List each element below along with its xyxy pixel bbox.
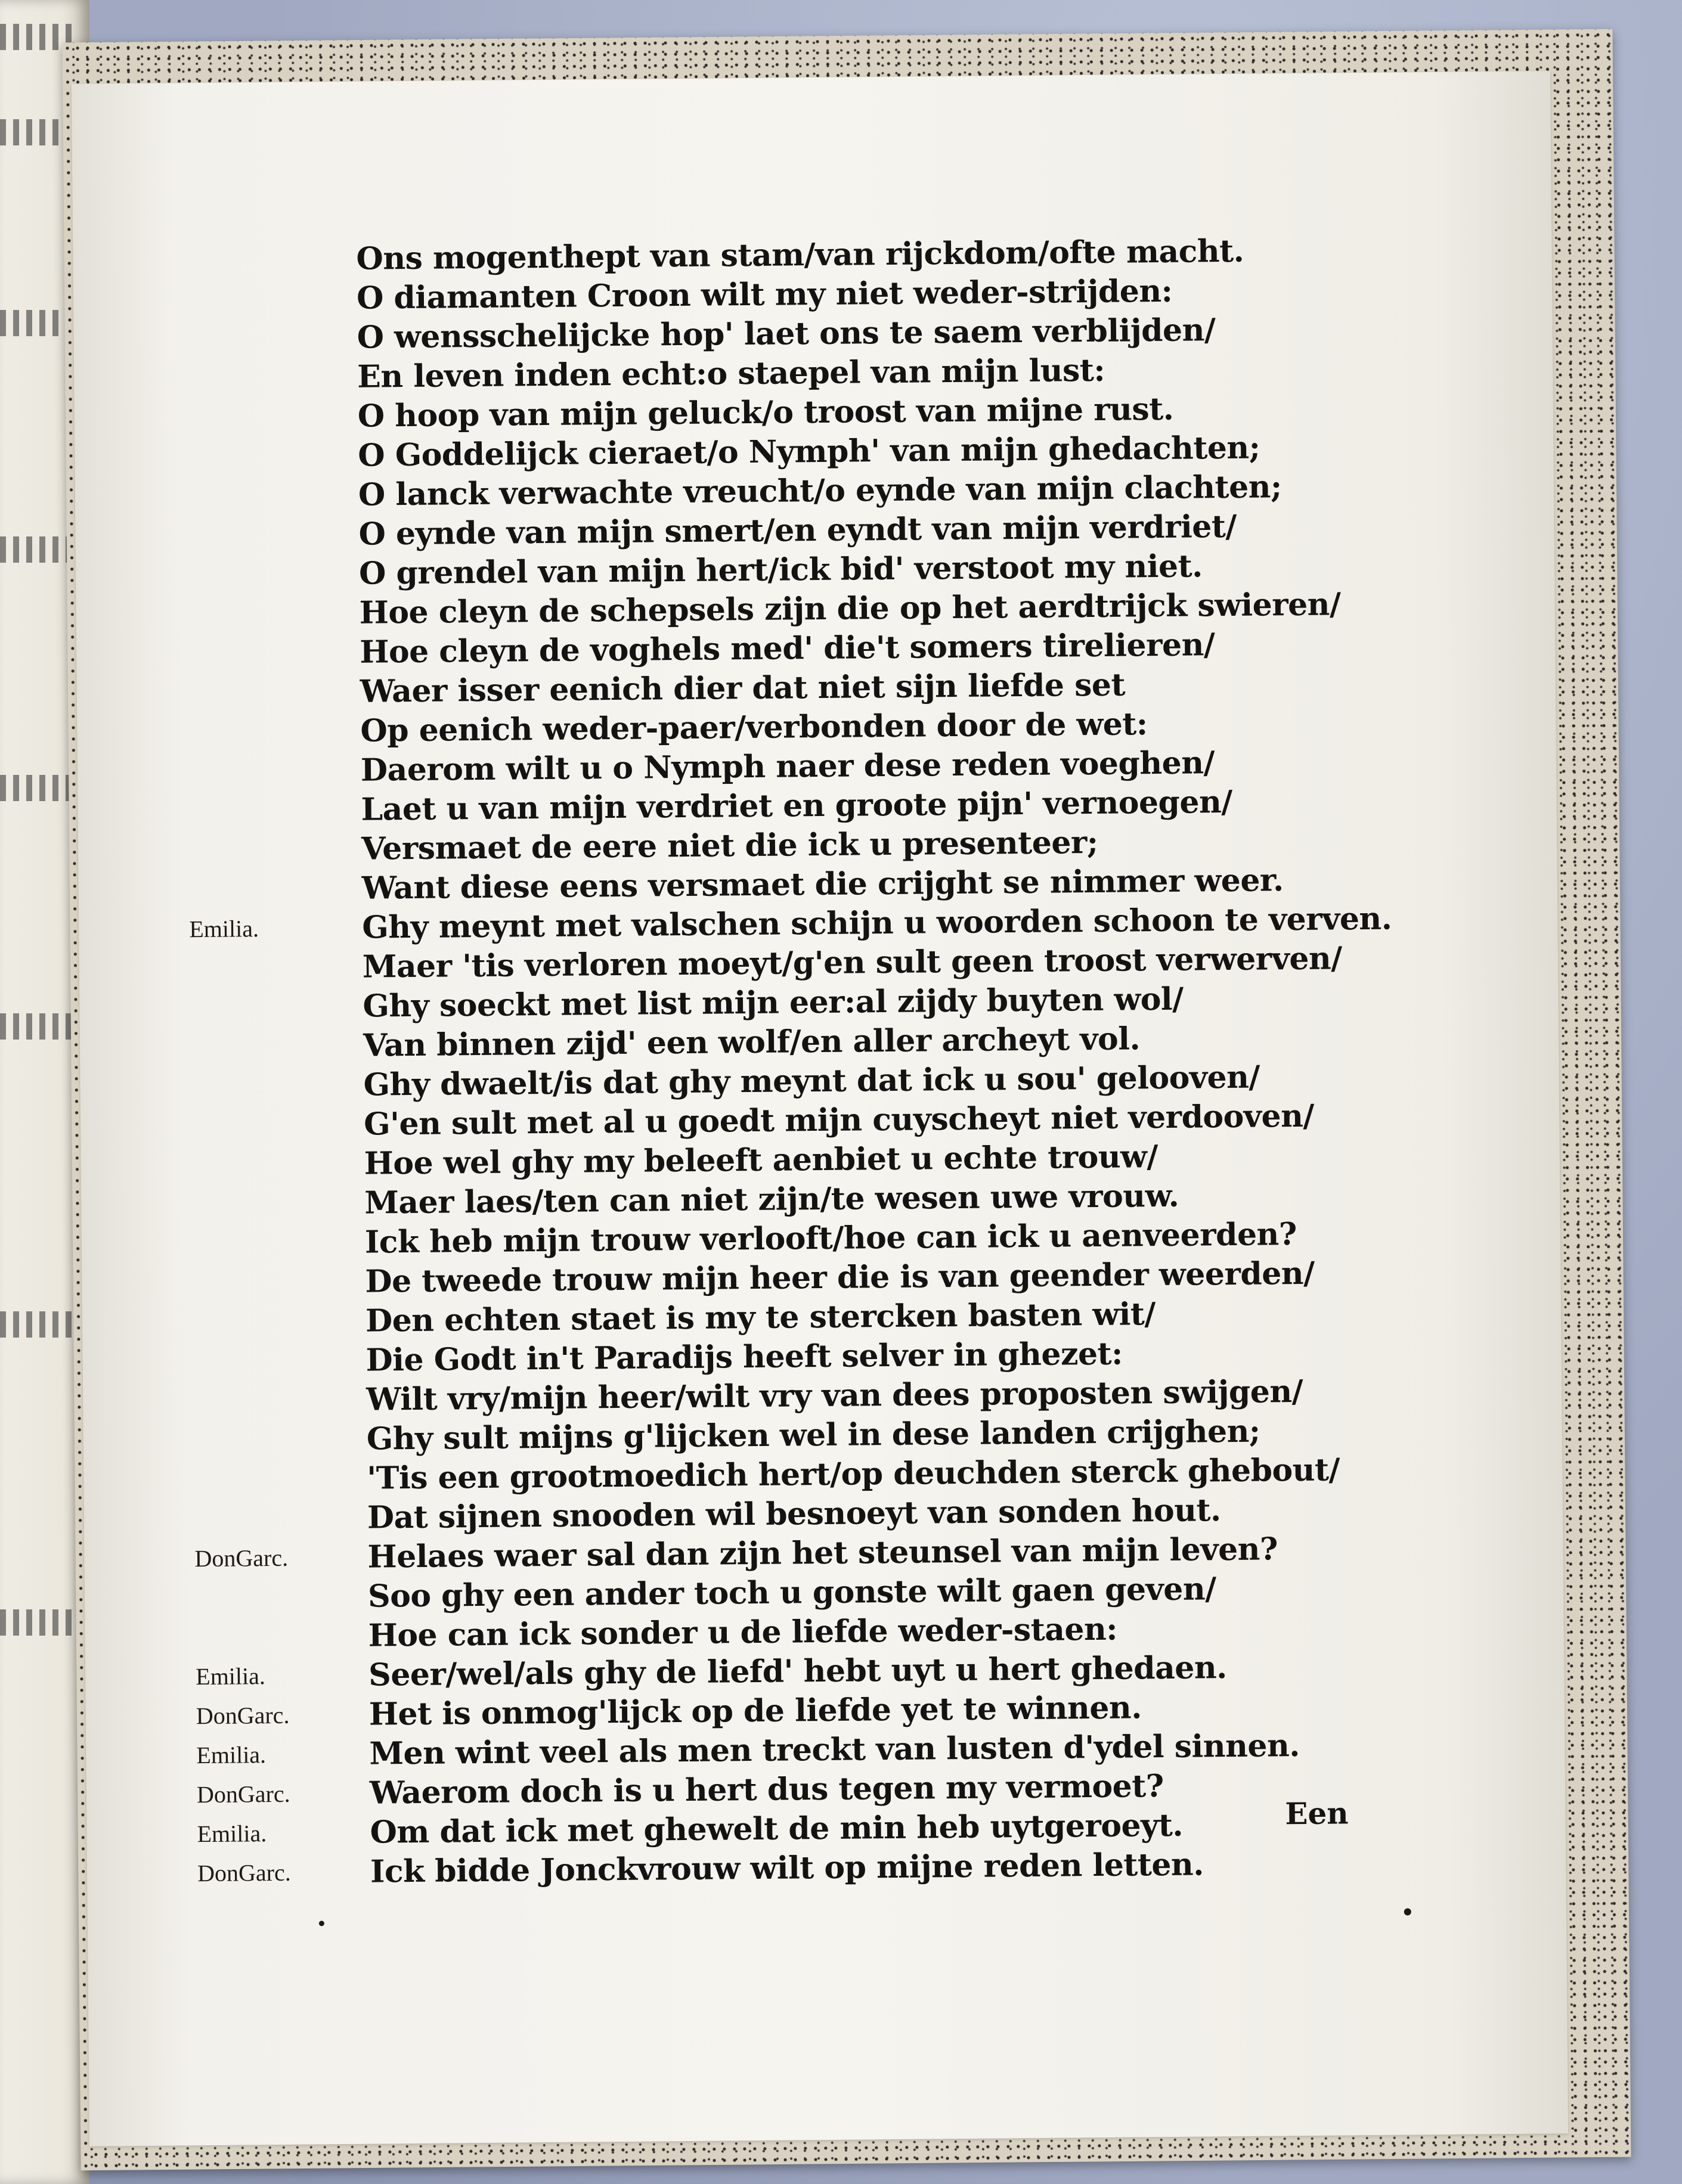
verse-line: Maer laes/ten can niet zijn/te wesen uwe vrouw. — [364, 1177, 1179, 1221]
speaker-label: Emilia. — [197, 1820, 267, 1848]
right-page — [72, 71, 1568, 2146]
ink-spot — [1404, 1908, 1411, 1915]
verse-line: Men wint veel als men treckt van lusten d'ydel sinnen. — [369, 1727, 1300, 1772]
verse-line: Hoe cleyn de schepsels zijn die op het aerdtrijck swieren/ — [359, 586, 1341, 631]
verse-text-block — [189, 231, 1392, 1890]
verse-line: Hoe wel ghy my beleeft aenbiet u echte trouw/ — [364, 1138, 1158, 1182]
verse-line: Maer 'tis verloren moeyt/g'en sult geen troost verwerven/ — [362, 940, 1342, 985]
verse-line: Hoe can ick sonder u de liefde weder-staen: — [368, 1611, 1118, 1654]
verse-line: Waerom doch is u hert dus tegen my vermoet? — [369, 1768, 1164, 1811]
speaker-label: DonGarc. — [196, 1701, 290, 1730]
verse-line: O hoop van mijn geluck/o troost van mijne rust. — [357, 390, 1174, 435]
verse-line: Daerom wilt u o Nymph naer dese reden voeghen/ — [360, 744, 1215, 789]
verse-line: Om dat ick met ghewelt de min heb uytgeroeyt. — [370, 1807, 1184, 1851]
verse-line: O wensschelijcke hop' laet ons te saem verblijden/ — [357, 312, 1216, 356]
verse-line: Den echten staet is my te stercken basten wit/ — [365, 1296, 1156, 1339]
verse-line: Ghy meynt met valschen schijn u woorden schoon te verven. — [362, 900, 1392, 946]
verse-line: Hoe cleyn de voghels med' die't somers tirelieren/ — [360, 626, 1215, 671]
verse-line: Het is onmog'lijck op de liefde yet te winnen. — [368, 1689, 1142, 1733]
verse-line: O lanck verwachte vreucht/o eynde van mijn clachten; — [358, 469, 1282, 513]
verse-line: Op eenich weder-paer/verbonden door de wet: — [360, 706, 1148, 749]
verse-line: Van binnen zijd' een wolf/en aller archeyt vol. — [363, 1020, 1141, 1064]
verse-line: Versmaet de eere niet die ick u presenteer; — [361, 824, 1098, 867]
left-page-text-fragment — [0, 310, 72, 336]
verse-line: En leven inden echt:o staepel van mijn lust: — [357, 352, 1105, 395]
left-page-text-fragment — [0, 1609, 72, 1636]
verse-line: Waer isser eenich dier dat niet sijn liefde set — [360, 666, 1126, 710]
verse-line: Laet u van mijn verdriet en groote pijn' vernoegen/ — [361, 783, 1233, 828]
left-page-text-fragment — [0, 119, 72, 145]
catchword: Een — [1285, 1795, 1349, 1832]
verse-line: De tweede trouw mijn heer die is van geender weerden/ — [365, 1255, 1315, 1300]
speaker-label: DonGarc. — [196, 1780, 290, 1808]
verse-line: Dat sijnen snooden wil besnoeyt van sonden hout. — [367, 1492, 1221, 1536]
verse-line: Ghy soeckt met list mijn eer:al zijdy buyten wol/ — [363, 981, 1184, 1025]
speaker-label: Emilia. — [196, 1741, 267, 1769]
left-page-text-fragment — [0, 775, 72, 801]
verse-line: Seer/wel/als ghy de liefd' hebt uyt u hert ghedaen. — [368, 1649, 1228, 1693]
left-page-text-fragment — [0, 1013, 72, 1040]
verse-line: Want diese eens versmaet die crijght se nimmer weer. — [361, 862, 1284, 907]
speaker-label: DonGarc. — [194, 1544, 289, 1572]
verse-line: Ick heb mijn trouw verlooft/hoe can ick u aenveerden? — [364, 1216, 1297, 1261]
verse-line: Ghy sult mijns g'lijcken wel in dese landen crijghen; — [366, 1413, 1260, 1457]
speaker-label: Emilia. — [196, 1662, 266, 1690]
verse-line: G'en sult met al u goedt mijn cuyscheyt niet verdooven/ — [363, 1097, 1315, 1143]
verse-line: O Goddelijck cieraet/o Nymph' van mijn ghedachten; — [358, 429, 1260, 474]
verse-line: 'Tis een grootmoedich hert/op deuchden sterck ghebout/ — [367, 1451, 1340, 1497]
speaker-label: Emilia. — [189, 915, 259, 943]
verse-line: Wilt vry/mijn heer/wilt vry van dees proposten swijgen/ — [365, 1373, 1303, 1418]
ink-spot — [319, 1921, 324, 1926]
verse-line: Soo ghy een ander toch u gonste wilt gaen geven/ — [367, 1571, 1216, 1615]
verse-line: O grendel van mijn hert/ick bid' verstoot my niet. — [358, 548, 1203, 592]
left-page-text-fragment — [0, 1311, 72, 1338]
verse-line: Ick bidde Jonckvrouw wilt op mijne reden letten. — [370, 1846, 1204, 1890]
left-page-text-fragment — [0, 24, 72, 50]
verse-line: Ons mogenthept van stam/van rijckdom/ofte macht. — [356, 232, 1244, 277]
verse-line: O diamanten Croon wilt my niet weder-strijden: — [356, 272, 1173, 317]
left-page-text-fragment — [0, 536, 72, 563]
speaker-label: DonGarc. — [197, 1859, 291, 1887]
verse-line: Ghy dwaelt/is dat ghy meynt dat ick u sou' gelooven/ — [363, 1059, 1260, 1103]
verse-line: Die Godt in't Paradijs heeft selver in ghezet: — [365, 1335, 1123, 1379]
verse-line: Helaes waer sal dan zijn het steunsel van mijn leven? — [367, 1531, 1278, 1575]
verse-line: O eynde van mijn smert/en eyndt van mijn verdriet/ — [358, 508, 1237, 553]
